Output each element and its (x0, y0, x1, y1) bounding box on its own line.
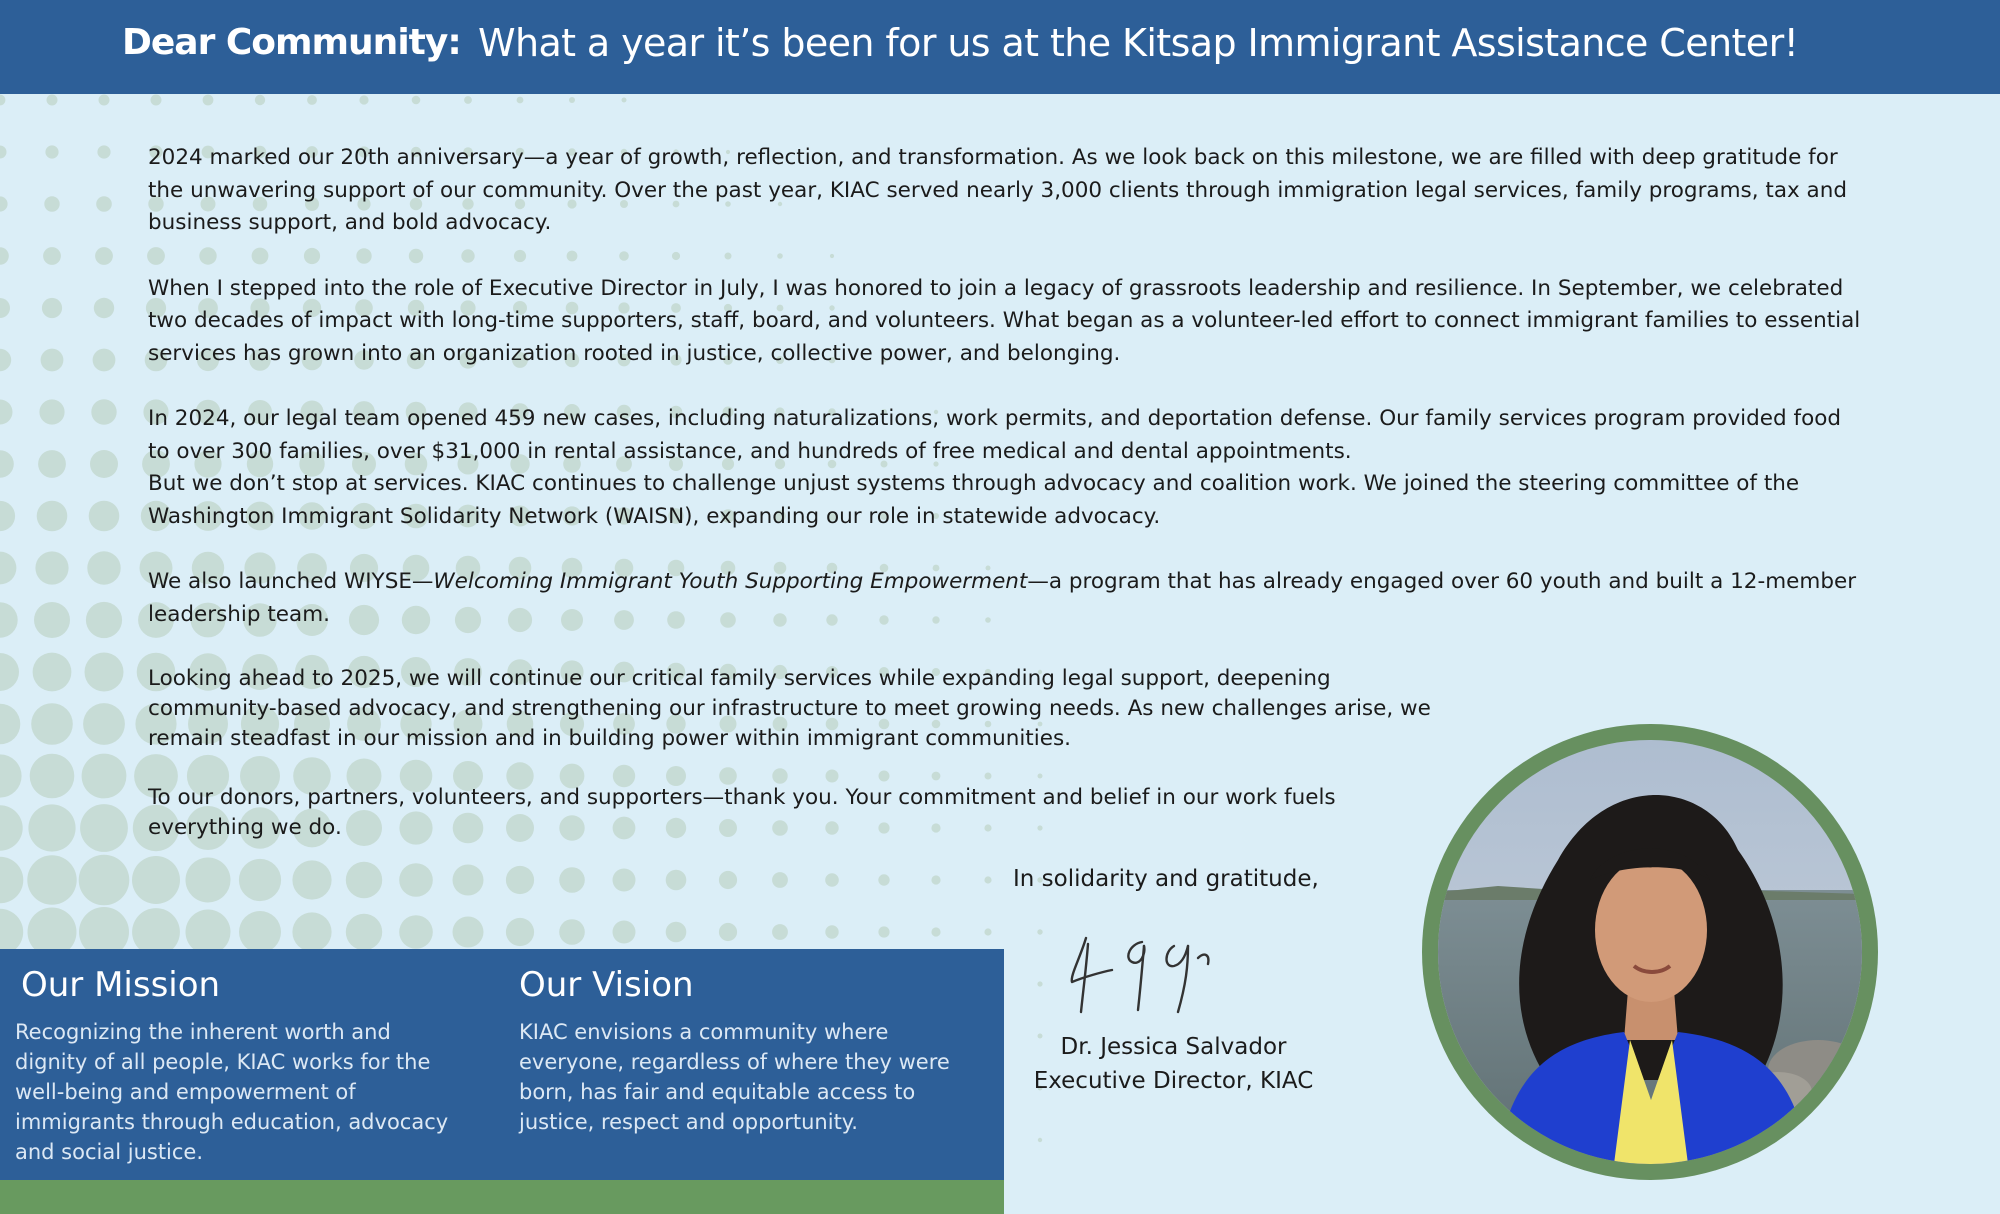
halftone-dot (517, 97, 524, 104)
halftone-dot (97, 145, 110, 158)
halftone-dot (35, 551, 68, 584)
halftone-dot (0, 754, 22, 797)
letter-paragraph: To our donors, partners, volunteers, and supporters—thank you. Your commitment and belief in our work fuels everything we do. (148, 785, 1336, 840)
halftone-dot (85, 653, 124, 692)
halftone-dot (82, 754, 127, 799)
halftone-dot (825, 925, 838, 938)
halftone-dot (0, 653, 19, 691)
halftone-dot (93, 349, 116, 372)
signer-title: Executive Director, KIAC (1033, 1068, 1314, 1094)
letter-paragraph (148, 566, 1868, 631)
halftone-dot (80, 804, 128, 852)
halftone-dot (43, 247, 61, 265)
halftone-dot (27, 855, 76, 904)
halftone-dot (931, 875, 940, 884)
halftone-dot (90, 450, 118, 478)
halftone-dot (42, 298, 62, 318)
halftone-dot (47, 95, 58, 106)
halftone-dot (931, 927, 940, 936)
halftone-dot (878, 926, 889, 937)
halftone-dot (86, 602, 122, 638)
wiyse-lead-in: We also launched WIYSE— (148, 569, 434, 594)
halftone-dot (31, 703, 73, 745)
portrait-photo (1438, 740, 1862, 1164)
halftone-dot (453, 917, 484, 948)
halftone-dot (79, 855, 130, 906)
greeting: Dear Community: (122, 22, 461, 63)
halftone-dot (0, 602, 18, 637)
halftone-dot (984, 876, 991, 883)
halftone-dot (878, 874, 889, 885)
letter-paragraph: 2024 marked our 20th anniversary—a year of growth, reflection, and transformation. As we look back on this milestone, we are filled with deep gratitude for the unwavering support of our community. Over the past year, KIAC served nearly 3,000 clients through immigration legal services, family programs, tax and business support, and bold advocacy. (148, 145, 1848, 235)
halftone-dot (0, 805, 23, 850)
halftone-dot (772, 924, 788, 940)
halftone-dot (203, 95, 214, 106)
vision-heading: Our Vision (519, 965, 694, 1005)
mission-heading: Our Mission (21, 965, 221, 1005)
signer-name: Dr. Jessica Salvador (1060, 1034, 1287, 1060)
halftone-dot (151, 95, 162, 106)
halftone-dot (38, 450, 66, 478)
letter-paragraph: But we don’t stop at services. KIAC continues to challenge unjust systems through advocacy and coalition work. We joined the steering committee of the Washington Immigrant Solidarity Network (WAISN), expanding our role in statewide advocacy. (148, 471, 1800, 529)
halftone-dot (0, 704, 20, 745)
halftone-dot (719, 923, 737, 941)
halftone-dot (30, 754, 75, 799)
mission-text: Recognizing the inherent worth and dignity of all people, KIAC works for the well-being and empowerment of immigrants through education, advocacy and social justice. (15, 1020, 449, 1164)
halftone-dot (95, 247, 113, 265)
halftone-dot (0, 95, 5, 106)
halftone-dot (0, 552, 16, 585)
halftone-dot (89, 501, 120, 532)
halftone-dot (0, 196, 8, 211)
header-banner (0, 0, 2000, 94)
halftone-dot (666, 870, 687, 891)
signer-block (1006, 1030, 1341, 1098)
halftone-dot (44, 196, 59, 211)
halftone-dot (28, 804, 75, 851)
halftone-dot (239, 911, 281, 953)
vision-text: KIAC envisions a community where everyone, regardless of where they were born, has fair and equitable access to justice, respect and opportunity. (519, 1020, 950, 1134)
halftone-dot (346, 914, 382, 950)
halftone-dot (0, 450, 14, 478)
halftone-dot (772, 872, 788, 888)
halftone-dot (1038, 1138, 1042, 1142)
halftone-dot (91, 399, 116, 424)
halftone-dot (39, 399, 64, 424)
mission-vision-panel (0, 949, 1004, 1180)
closing-salutation: In solidarity and gratitude, (1013, 866, 1319, 892)
halftone-dot (412, 96, 421, 105)
halftone-dot (307, 95, 317, 105)
halftone-dot (83, 703, 125, 745)
letter-paragraph: In 2024, our legal team opened 459 new cases, including naturalizations, work permits, and deportation defense. Our family services program provided food to over 300 families, over $31,000 in rental assistance, and hundreds of free medical and dental appointments. (148, 406, 1842, 464)
halftone-dot (569, 97, 575, 103)
halftone-dot (99, 95, 110, 106)
halftone-dot (0, 298, 10, 318)
page-title: What a year it’s been for us at the Kitsap Immigrant Assistance Center! (478, 21, 1799, 65)
halftone-dot (45, 145, 58, 158)
halftone-dot (33, 653, 72, 692)
halftone-dot (255, 95, 265, 105)
halftone-dot (464, 96, 472, 104)
halftone-dot (359, 95, 368, 104)
halftone-dot (96, 196, 112, 212)
halftone-dot (1037, 929, 1042, 934)
halftone-dot (87, 551, 120, 584)
halftone-dot (984, 928, 991, 935)
halftone-dot (1037, 981, 1042, 986)
halftone-dot (292, 912, 331, 951)
wiyse-program-name: Welcoming Immigrant Youth Supporting Empowerment (433, 569, 1028, 594)
halftone-dot (399, 915, 433, 949)
portrait-frame (1422, 724, 1878, 1180)
halftone-dot (0, 146, 7, 159)
letter-paragraph: Looking ahead to 2025, we will continue our critical family services while expanding legal support, deepening community-based advocacy, and strengthening our infrastructure to meet growing needs. As new challenges arise, we remain steadfast in our mission and in building power within immigrant communities. (148, 666, 1431, 751)
handwritten-signature (1060, 930, 1240, 1030)
halftone-dot (613, 921, 636, 944)
green-accent-strip (0, 1180, 1004, 1214)
halftone-dot (186, 910, 231, 955)
halftone-dot (825, 873, 839, 887)
halftone-dot (666, 922, 687, 943)
halftone-dot (0, 247, 9, 265)
halftone-dot (37, 501, 68, 532)
halftone-dot (0, 501, 15, 531)
halftone-dot (34, 602, 70, 638)
halftone-dot (0, 857, 23, 904)
halftone-dot (559, 919, 585, 945)
halftone-dot (506, 918, 534, 946)
wiyse-description: —a program that has already engaged over 60 youth and built a 12-member leadership team. (148, 569, 1857, 627)
letter-paragraph: When I stepped into the role of Executive Director in July, I was honored to join a legacy of grassroots leadership and resilience. In September, we celebrated two decades of impact with long-time supporters, staff, board, and volunteers. What began as a volunteer-led effort to connect immigrant families to essential services has grown into an organization rooted in justice, collective power, and belonging. (148, 275, 1861, 366)
halftone-dot (719, 871, 737, 889)
halftone-dot (0, 400, 13, 425)
halftone-dot (94, 298, 114, 318)
halftone-dot (0, 349, 11, 371)
halftone-dot (41, 349, 64, 372)
halftone-dot (622, 98, 627, 103)
